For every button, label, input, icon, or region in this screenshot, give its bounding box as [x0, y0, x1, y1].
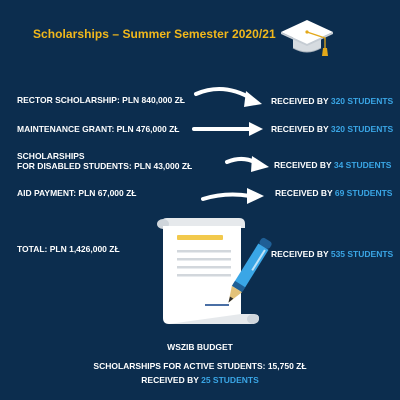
- maintenance-received: [271, 124, 393, 134]
- received-prefix: RECEIVED BY: [271, 249, 331, 259]
- received-prefix: RECEIVED BY: [141, 375, 202, 385]
- rector-received: [271, 96, 393, 106]
- curved-arrow-icon: [200, 186, 266, 206]
- budget-title: WSZIB BUDGET: [167, 342, 233, 352]
- label-line: FOR DISABLED STUDENTS: PLN 43,000 ZŁ: [17, 161, 193, 171]
- student-count: 535 STUDENTS: [330, 249, 394, 259]
- received-prefix: RECEIVED BY: [275, 188, 335, 198]
- budget-scholarships-line: SCHOLARSHIPS FOR ACTIVE STUDENTS: 15,750 ZŁ: [93, 361, 307, 371]
- graduation-cap-icon: [279, 14, 335, 62]
- pen-icon: [222, 232, 272, 314]
- total-label: TOTAL: PLN 1,426,000 ZŁ: [17, 244, 120, 254]
- disabled-received: [274, 160, 391, 170]
- budget-received-line: [0, 375, 400, 385]
- student-count: 69 STUDENTS: [334, 188, 393, 198]
- straight-arrow-icon: [191, 121, 265, 137]
- student-count: 320 STUDENTS: [330, 96, 394, 106]
- total-received: [271, 249, 393, 259]
- student-count: 34 STUDENTS: [333, 160, 392, 170]
- received-prefix: RECEIVED BY: [271, 124, 331, 134]
- student-count: 320 STUDENTS: [330, 124, 394, 134]
- received-prefix: RECEIVED BY: [274, 160, 334, 170]
- maintenance-grant-label: MAINTENANCE GRANT: PLN 476,000 ZŁ: [17, 124, 180, 134]
- disabled-scholarship-label: [17, 151, 192, 171]
- label-line: SCHOLARSHIPS: [17, 151, 85, 161]
- aid-payment-label: AID PAYMENT: PLN 67,000 ZŁ: [17, 188, 137, 198]
- curved-arrow-icon: [192, 82, 264, 112]
- curved-arrow-icon: [224, 150, 272, 176]
- page-title: Scholarships – Summer Semester 2020/21: [33, 27, 276, 41]
- received-prefix: RECEIVED BY: [271, 96, 331, 106]
- aid-received: [275, 188, 392, 198]
- student-count: 25 STUDENTS: [201, 375, 259, 385]
- rector-scholarship-label: RECTOR SCHOLARSHIP: PLN 840,000 ZŁ: [17, 95, 185, 105]
